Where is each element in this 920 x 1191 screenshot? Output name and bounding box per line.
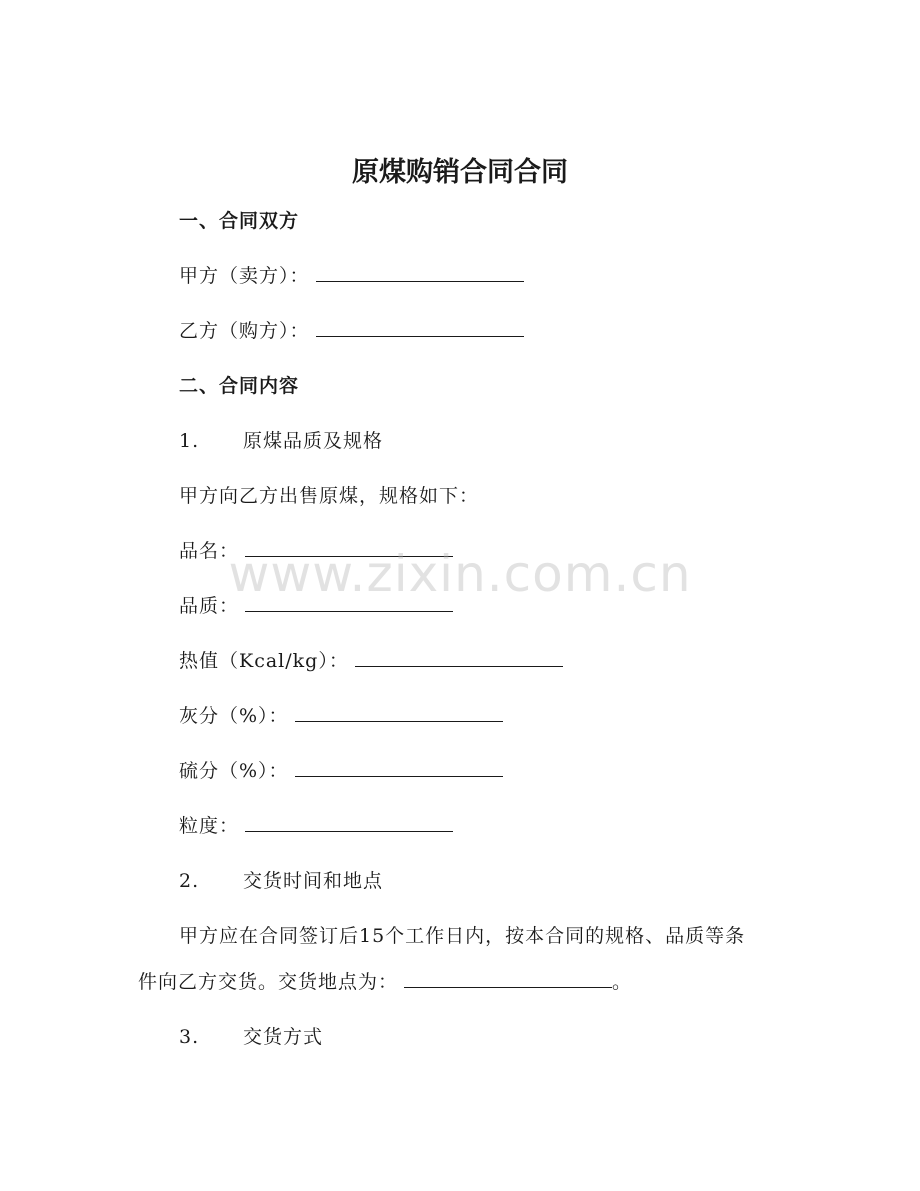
spec-sulfur-blank[interactable] <box>295 757 503 777</box>
spec-heat-line <box>179 646 563 673</box>
party-a-label: 甲方（卖方）： <box>179 265 310 287</box>
party-b-line <box>179 316 524 343</box>
item-1-intro: 甲方向乙方出售原煤，规格如下： <box>179 485 480 507</box>
party-a-blank[interactable] <box>316 262 524 282</box>
spec-name-blank[interactable] <box>245 537 453 557</box>
spec-ash-line <box>179 701 503 728</box>
item-1-heading <box>179 426 383 453</box>
spec-name-line <box>179 536 453 563</box>
item-3-heading <box>179 1022 323 1049</box>
item-1-number: 1. <box>179 430 200 452</box>
spec-sulfur-line <box>179 756 503 783</box>
item-1-title: 原煤品质及规格 <box>243 430 384 452</box>
party-b-label: 乙方（购方）： <box>179 320 310 342</box>
spec-sulfur-label: 硫分（%）： <box>179 760 289 782</box>
item-3-title: 交货方式 <box>243 1026 324 1048</box>
item-2-location-label: 件向乙方交货。交货地点为： <box>138 971 399 993</box>
spec-size-label: 粒度： <box>179 815 240 837</box>
party-a-line <box>179 261 524 288</box>
spec-quality-line <box>179 591 453 618</box>
spec-size-blank[interactable] <box>245 812 453 832</box>
item-2-period: 。 <box>612 971 633 993</box>
spec-heat-label: 热值（Kcal/kg）： <box>179 650 349 672</box>
item-2-paragraph-line-1: 甲方应在合同签订后15个工作日内，按本合同的规格、品质等条 <box>179 925 746 947</box>
spec-name-label: 品名： <box>179 540 240 562</box>
spec-ash-blank[interactable] <box>295 702 503 722</box>
spec-heat-blank[interactable] <box>355 647 563 667</box>
item-2-paragraph-line-2 <box>138 967 632 994</box>
party-b-blank[interactable] <box>316 317 524 337</box>
spec-ash-label: 灰分（%）： <box>179 705 289 727</box>
document-title: 原煤购销合同合同 <box>352 157 568 188</box>
item-2-title: 交货时间和地点 <box>243 870 384 892</box>
spec-size-line <box>179 811 453 838</box>
watermark: www.zixin.com.cn <box>228 545 692 603</box>
spec-quality-blank[interactable] <box>245 592 453 612</box>
item-3-number: 3. <box>179 1026 200 1048</box>
section-heading-content: 二、合同内容 <box>179 375 300 397</box>
section-heading-parties: 一、合同双方 <box>179 210 300 232</box>
item-2-number: 2. <box>179 870 200 892</box>
spec-quality-label: 品质： <box>179 595 240 617</box>
item-2-heading <box>179 866 383 893</box>
delivery-location-blank[interactable] <box>404 968 612 988</box>
